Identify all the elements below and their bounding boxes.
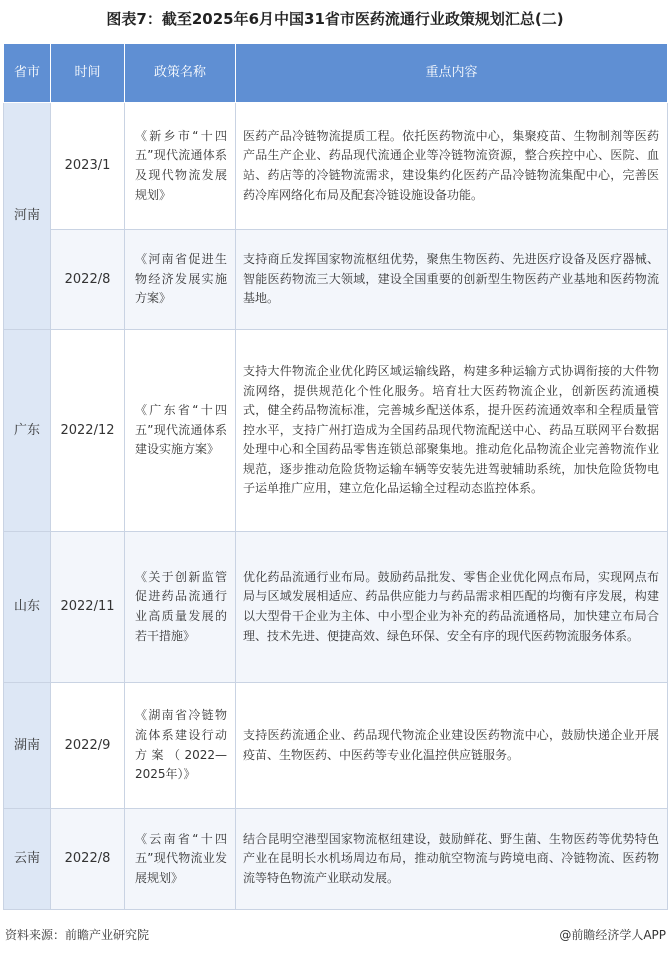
policy-name-cell: 《河南省促进生物经济发展实施方案》 [125, 230, 236, 330]
table-row [4, 683, 668, 809]
policy-name-cell: 《新乡市“十四五”现代流通体系及现代物流发展规划》 [125, 103, 236, 230]
policy-table-container [3, 43, 667, 910]
province-cell: 山东 [4, 532, 51, 683]
header-time: 时间 [51, 44, 125, 103]
table-row [4, 532, 668, 683]
key-content-cell: 结合昆明空港型国家物流枢纽建设，鼓励鲜花、野生菌、生物医药等优势特色产业在昆明长水机场周边布局，推动航空物流与跨境电商、冷链物流、医药物流等特色物流产业联动发展。 [236, 809, 668, 910]
policy-table [3, 43, 668, 910]
footer [0, 925, 670, 945]
header-policy-name: 政策名称 [125, 44, 236, 103]
policy-name-cell: 《云南省“十四五”现代物流业发展规划》 [125, 809, 236, 910]
policy-name-cell: 《关于创新监管促进药品流通行业高质量发展的若干措施》 [125, 532, 236, 683]
key-content-cell: 支持商丘发挥国家物流枢纽优势，聚焦生物医药、先进医疗设备及医疗器械、智能医药物流三大领域，建设全国重要的创新型生物医药产业基地和医药物流基地。 [236, 230, 668, 330]
province-cell: 湖南 [4, 683, 51, 809]
time-cell: 2022/11 [51, 532, 125, 683]
province-cell: 广东 [4, 330, 51, 532]
key-content-cell: 支持医药流通企业、药品现代物流企业建设医药物流中心，鼓励快递企业开展疫苗、生物医药、中医药等专业化温控供应链服务。 [236, 683, 668, 809]
time-cell: 2023/1 [51, 103, 125, 230]
table-row [4, 809, 668, 910]
key-content-cell: 医药产品冷链物流提质工程。依托医药物流中心，集聚疫苗、生物制剂等医药产品生产企业、药品现代流通企业等冷链物流资源，整合疾控中心、医院、血站、药店等的冷链物流需求，建设集约化医药产品冷链物流集配中心，完善医药冷库网络化布局及配套冷链设施设备功能。 [236, 103, 668, 230]
header-key-content: 重点内容 [236, 44, 668, 103]
table-row [4, 230, 668, 330]
province-cell: 云南 [4, 809, 51, 910]
province-cell: 河南 [4, 103, 51, 330]
policy-name-cell: 《广东省“十四五”现代流通体系建设实施方案》 [125, 330, 236, 532]
source-note: 资料来源：前瞻产业研究院 [5, 928, 150, 942]
page-title: 图表7：截至2025年6月中国31省市医药流通行业政策规划汇总(二) [106, 10, 564, 28]
policy-name-cell: 《湖南省冷链物流体系建设行动方案（2022—2025年）》 [125, 683, 236, 809]
table-row [4, 330, 668, 532]
table-row [4, 103, 668, 230]
key-content-cell: 优化药品流通行业布局。鼓励药品批发、零售企业优化网点布局，实现网点布局与区域发展相适应、药品供应能力与药品需求相匹配的均衡有序发展，构建以大型骨干企业为主体、中小型企业为补充的药品流通格局，加快建立布局合理、技术先进、便捷高效、绿色环保、安全有序的现代医药物流服务体系。 [236, 532, 668, 683]
brand-credit: @前瞻经济学人APP [559, 928, 666, 942]
time-cell: 2022/8 [51, 230, 125, 330]
time-cell: 2022/8 [51, 809, 125, 910]
header-province: 省市 [4, 44, 51, 103]
time-cell: 2022/12 [51, 330, 125, 532]
time-cell: 2022/9 [51, 683, 125, 809]
table-header-row [4, 44, 668, 103]
key-content-cell: 支持大件物流企业优化跨区域运输线路，构建多种运输方式协调衔接的大件物流网络，提供规范化个性化服务。培育壮大医药物流企业，创新医药流通模式，健全药品物流标准，完善城乡配送体系，提升医药流通效率和全程质量管控水平，支持广州打造成为全国药品现代物流配送中心、药品互联网平台数据处理中心和全国药品零售连锁总部聚集地。推动危化品物流企业完善物流作业规范，逐步推动危险货物运输车辆等安装先进驾驶辅助系统，加快危险货物电子运单推广应用，建立危化品运输全过程动态监控体系。 [236, 330, 668, 532]
